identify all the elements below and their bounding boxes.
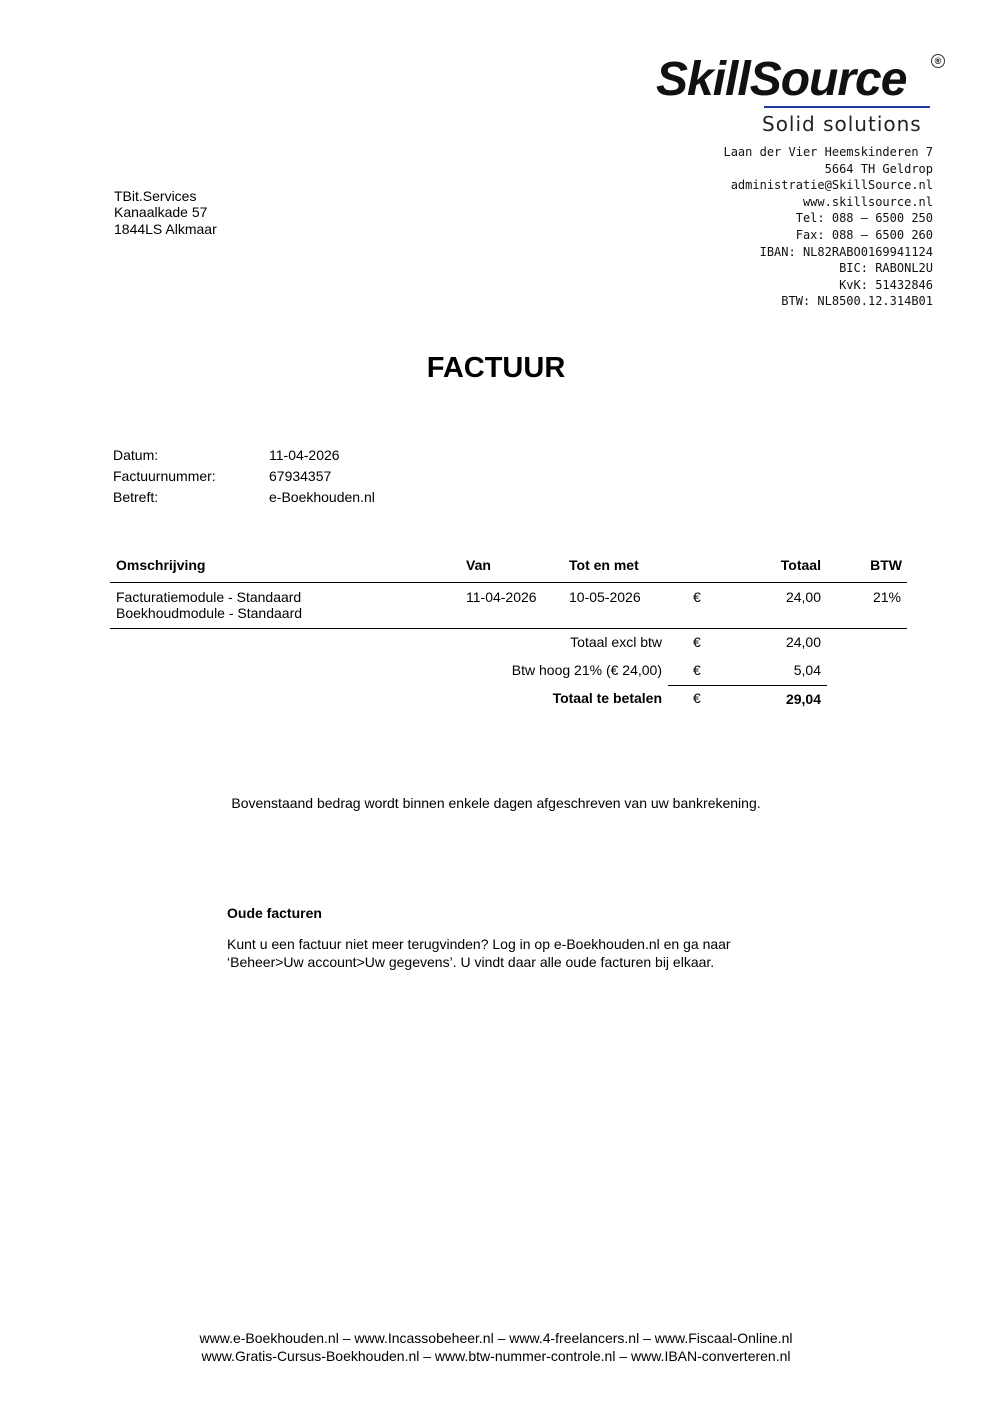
company-email[interactable]: administratie@SkillSource.nl bbox=[730, 178, 933, 193]
company-iban: IBAN: NL82RABO0169941124 bbox=[759, 244, 933, 259]
header-vat: BTW bbox=[870, 557, 902, 573]
registered-mark-icon: ® bbox=[931, 54, 945, 68]
row-currency: € bbox=[693, 589, 701, 605]
row-vat: 21% bbox=[872, 589, 901, 605]
invoice-title: FACTUUR bbox=[426, 352, 566, 384]
footer-line2[interactable]: www.Gratis-Cursus-Boekhouden.nl – www.btw-nummer-controle.nl – www.IBAN-converteren.nl bbox=[201, 1347, 791, 1364]
total-excl-currency: € bbox=[693, 634, 701, 650]
header-total: Totaal bbox=[780, 557, 821, 573]
company-bic: BIC: RABONL2U bbox=[839, 261, 933, 276]
company-website[interactable]: www.skillsource.nl bbox=[802, 194, 933, 209]
company-logo bbox=[656, 52, 956, 142]
payment-note: Bovenstaand bedrag wordt binnen enkele dagen afgeschreven van uw bankrekening. bbox=[231, 795, 761, 811]
total-pay-label: Totaal te betalen bbox=[552, 690, 662, 706]
meta-row-subject bbox=[113, 489, 375, 510]
row-description-line2: Boekhoudmodule - Standaard bbox=[116, 605, 303, 621]
company-tel: Tel: 088 – 6500 250 bbox=[795, 211, 933, 226]
row-to: 10-05-2026 bbox=[569, 589, 641, 605]
company-address: Laan der Vier Heemskinderen 7 bbox=[723, 145, 933, 159]
company-kvk: KvK: 51432846 bbox=[839, 277, 933, 292]
total-pay-value: 29,04 bbox=[785, 691, 821, 707]
date-value: 11-04-2026 bbox=[269, 447, 340, 463]
logo-wordmark: SkillSource bbox=[656, 53, 907, 106]
company-postcode-city: 5664 TH Geldrop bbox=[824, 161, 933, 176]
old-invoices-body bbox=[227, 936, 787, 971]
vat-currency: € bbox=[693, 662, 701, 678]
vat-value: 5,04 bbox=[793, 662, 821, 678]
footer-links bbox=[0, 1330, 992, 1365]
invoice-number-value: 67934357 bbox=[269, 468, 332, 484]
old-invoices-line2: ‘Beheer>Uw account>Uw gegevens’. U vindt daar alle oude facturen bij elkaar. bbox=[227, 953, 715, 970]
recipient-name: TBit.Services bbox=[114, 188, 197, 204]
header-to: Tot en met bbox=[569, 557, 639, 573]
vat-label: Btw hoog 21% (€ 24,00) bbox=[511, 662, 662, 678]
meta-row-invoice-number bbox=[113, 468, 375, 489]
recipient-street: Kanaalkade 57 bbox=[114, 204, 208, 221]
total-pay-currency: € bbox=[693, 690, 701, 706]
total-excl-value: 24,00 bbox=[785, 634, 821, 650]
recipient-address bbox=[114, 188, 217, 237]
company-btw: BTW: NL8500.12.314B01 bbox=[781, 294, 933, 309]
logo-tagline: Solid solutions bbox=[762, 112, 922, 136]
totals-divider bbox=[668, 685, 827, 686]
subject-label: Betreft: bbox=[113, 489, 159, 505]
invoice-number-label: Factuurnummer: bbox=[113, 468, 216, 484]
subject-value: e-Boekhouden.nl bbox=[269, 489, 375, 505]
company-fax: Fax: 088 – 6500 260 bbox=[795, 227, 933, 242]
invoice-meta bbox=[113, 447, 375, 510]
row-total: 24,00 bbox=[785, 589, 821, 605]
date-label: Datum: bbox=[113, 447, 159, 463]
total-excl-label: Totaal excl btw bbox=[570, 634, 662, 650]
row-description-line1: Facturatiemodule - Standaard bbox=[116, 589, 302, 605]
row-from: 11-04-2026 bbox=[466, 589, 537, 605]
header-from: Van bbox=[466, 557, 491, 573]
recipient-postcode-city: 1844LS Alkmaar bbox=[114, 220, 217, 237]
header-divider bbox=[110, 582, 907, 583]
old-invoices-title: Oude facturen bbox=[227, 905, 322, 921]
header-description: Omschrijving bbox=[116, 557, 206, 573]
rows-divider bbox=[110, 628, 907, 629]
logo-underline bbox=[764, 106, 930, 108]
old-invoices-line1: Kunt u een factuur niet meer terugvinden? Log in op e-Boekhouden.nl en ga naar bbox=[227, 936, 731, 952]
meta-row-date bbox=[113, 447, 375, 468]
company-details bbox=[723, 144, 933, 310]
footer-line1[interactable]: www.e-Boekhouden.nl – www.Incassobeheer.nl – www.4-freelancers.nl – www.Fiscaal-Online.nl bbox=[199, 1330, 793, 1346]
